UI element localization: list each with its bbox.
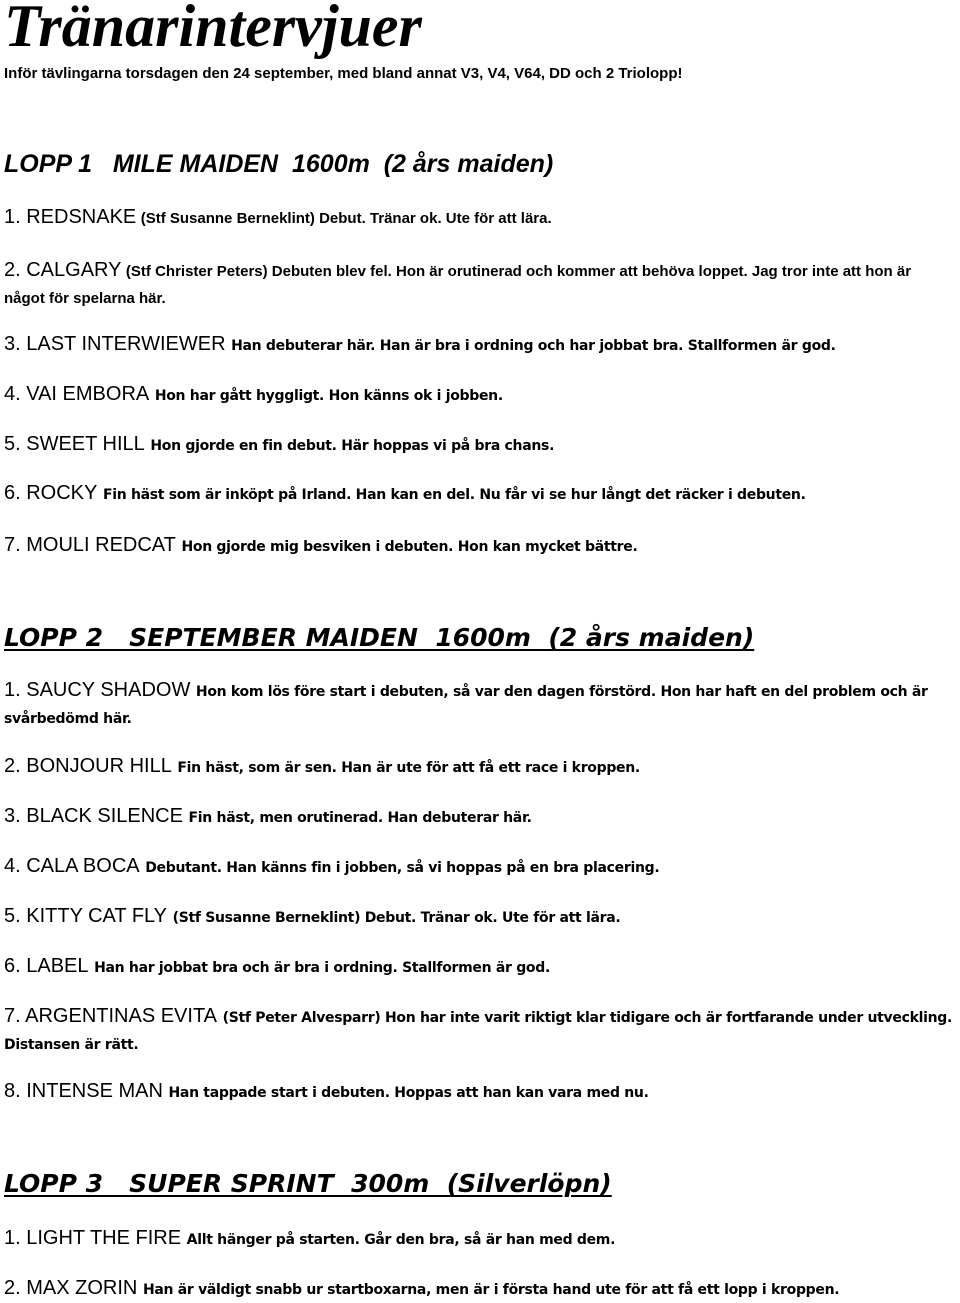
race-2-entry-1 — [4, 678, 958, 733]
race-2-entry-4 — [4, 854, 960, 881]
race-1-heading: LOPP 1 MILE MAIDEN 1600m (2 års maiden) — [4, 150, 554, 178]
trainer-comment: Fin häst som är inköpt på Irland. Han kan en del. Nu får vi se hur långt det räcker i debuten. — [102, 487, 806, 503]
horse-name: 5. KITTY CAT FLY — [4, 905, 168, 927]
trainer-comment: Han är väldigt snabb ur startboxarna, men är i första hand ute för att få ett lopp i kroppen. — [142, 1282, 840, 1298]
horse-name: 1. REDSNAKE — [4, 206, 137, 228]
horse-name: 6. LABEL — [4, 955, 89, 977]
race-2-entry-3 — [4, 804, 960, 831]
race-3-entry-2 — [4, 1276, 960, 1303]
race-2-entry-8 — [4, 1079, 960, 1106]
trainer-comment: (Stf Christer Peters) Debuten blev fel. Hon är orutinerad och kommer att behöva loppet. Jag tror inte att hon är något för spelarna här. — [4, 263, 912, 307]
horse-name: 4. VAI EMBORA — [4, 383, 150, 405]
trainer-comment: Hon gjorde mig besviken i debuten. Hon kan mycket bättre. — [181, 539, 638, 555]
horse-name: 2. CALGARY — [4, 259, 122, 281]
race-1-entry-4 — [4, 382, 960, 409]
race-2-entry-6 — [4, 954, 960, 981]
race-2-entry-5 — [4, 904, 960, 931]
horse-name: 3. BLACK SILENCE — [4, 805, 183, 827]
race-2-entry-2 — [4, 754, 960, 781]
trainer-comment: (Stf Susanne Berneklint) Debut. Tränar ok. Ute för att lära. — [140, 210, 552, 227]
document-subtitle: Inför tävlingarna torsdagen den 24 september, med bland annat V3, V4, V64, DD och 2 Triolopp! — [4, 65, 683, 82]
horse-name: 8. INTENSE MAN — [4, 1080, 163, 1102]
horse-name: 2. MAX ZORIN — [4, 1277, 138, 1299]
race-3-entry-1 — [4, 1226, 960, 1253]
race-2-entry-7 — [4, 1004, 954, 1059]
document-title: Tränarintervjuer — [4, 0, 422, 59]
trainer-comment: Hon kom lös före start i debuten, så var den dagen förstörd. Hon har haft en del problem och är svårbedömd här. — [4, 684, 928, 727]
race-1-entry-6 — [4, 481, 960, 508]
trainer-comment: Hon gjorde en fin debut. Här hoppas vi på bra chans. — [150, 438, 555, 454]
horse-name: 2. BONJOUR HILL — [4, 755, 172, 777]
trainer-comment: Han tappade start i debuten. Hoppas att han kan vara med nu. — [168, 1085, 649, 1101]
horse-name: 4. CALA BOCA — [4, 855, 140, 877]
race-1-entry-1 — [4, 205, 960, 231]
race-1-entry-5 — [4, 432, 960, 459]
horse-name: 1. SAUCY SHADOW — [4, 679, 191, 701]
trainer-comment: Han debuterar här. Han är bra i ordning och har jobbat bra. Stallformen är god. — [231, 338, 836, 354]
horse-name: 6. ROCKY — [4, 482, 98, 504]
race-3-heading: LOPP 3 SUPER SPRINT 300m (Silverlöpn) — [4, 1169, 612, 1198]
horse-name: 5. SWEET HILL — [4, 433, 145, 455]
horse-name: 3. LAST INTERWIEWER — [4, 333, 226, 355]
horse-name: 7. ARGENTINAS EVITA — [4, 1005, 218, 1027]
horse-name: 1. LIGHT THE FIRE — [4, 1227, 182, 1249]
race-1-entry-3 — [4, 332, 960, 359]
trainer-comment: (Stf Peter Alvesparr) Hon har inte varit riktigt klar tidigare och är fortfarande under utveckling. Distansen är rätt. — [4, 1010, 952, 1053]
trainer-comment: Fin häst, men orutinerad. Han debuterar här. — [188, 810, 532, 826]
trainer-comment: Allt hänger på starten. Går den bra, så är han med dem. — [186, 1232, 616, 1248]
trainer-comment: Han har jobbat bra och är bra i ordning. Stallformen är god. — [94, 960, 550, 976]
trainer-comment: Hon har gått hyggligt. Hon känns ok i jobben. — [154, 388, 503, 404]
horse-name: 7. MOULI REDCAT — [4, 534, 176, 556]
trainer-comment: (Stf Susanne Berneklint) Debut. Tränar ok. Ute för att lära. — [172, 910, 621, 926]
race-1-entry-7 — [4, 533, 960, 560]
trainer-comment: Fin häst, som är sen. Han är ute för att få ett race i kroppen. — [177, 760, 640, 776]
race-2-heading: LOPP 2 SEPTEMBER MAIDEN 1600m (2 års maiden) — [4, 623, 755, 652]
race-1-entry-2 — [4, 258, 954, 312]
trainer-comment: Debutant. Han känns fin i jobben, så vi hoppas på en bra placering. — [145, 860, 660, 876]
